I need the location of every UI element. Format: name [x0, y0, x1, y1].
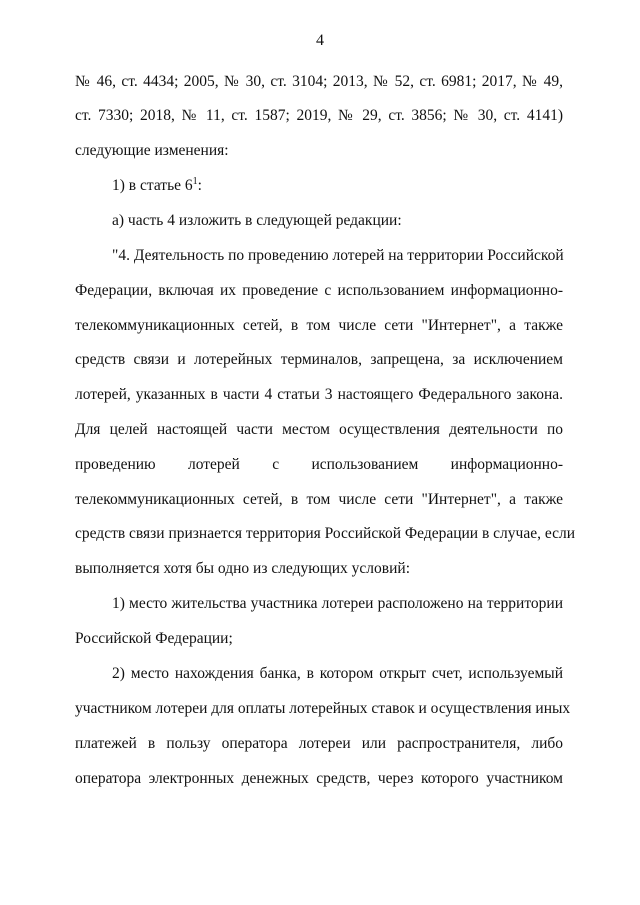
item-text: 1) в статье 6: [112, 177, 193, 194]
text-line: 1) место жительства участника лотереи расположено на территории: [112, 595, 563, 612]
text-line: Российской Федерации;: [75, 630, 233, 647]
text-line: телекоммуникационных сетей, в том числе сети "Интернет", а также: [75, 317, 563, 334]
text-line: платежей в пользу оператора лотереи или распространителя, либо: [75, 735, 563, 752]
item-colon: :: [197, 177, 202, 194]
text-line: проведению лотерей с использованием информационно-: [75, 456, 563, 473]
text-line: телекоммуникационных сетей, в том числе сети "Интернет", а также: [75, 491, 563, 508]
text-line: средств связи признается территория Российской Федерации в случае, если: [75, 525, 576, 542]
text-line: следующие изменения:: [75, 142, 229, 159]
text-line: "4. Деятельность по проведению лотерей на территории Российской: [112, 247, 564, 264]
text-line: [112, 176, 563, 196]
text-line: № 46, ст. 4434; 2005, № 30, ст. 3104; 2013, № 52, ст. 6981; 2017, № 49,: [75, 73, 563, 90]
text-line: Для целей настоящей части местом осуществления деятельности по: [75, 421, 563, 438]
text-line: оператора электронных денежных средств, через которого участником: [75, 770, 563, 787]
text-line: Федерации, включая их проведение с использованием информационно-: [75, 282, 563, 299]
text-line: 2) место нахождения банка, в котором открыт счет, используемый: [112, 665, 563, 682]
superscript: 1: [192, 175, 198, 187]
text-line: средств связи и лотерейных терминалов, запрещена, за исключением: [75, 351, 563, 368]
text-line: участником лотереи для оплаты лотерейных ставок и осуществления иных: [75, 700, 571, 717]
text-line: а) часть 4 изложить в следующей редакции:: [112, 212, 402, 229]
text-line: лотерей, указанных в части 4 статьи 3 настоящего Федерального закона.: [75, 386, 563, 403]
page-number: 4: [316, 32, 324, 49]
text-line: выполняется хотя бы одно из следующих условий:: [75, 560, 411, 577]
text-line: ст. 7330; 2018, № 11, ст. 1587; 2019, № 29, ст. 3856; № 30, ст. 4141): [75, 107, 563, 124]
